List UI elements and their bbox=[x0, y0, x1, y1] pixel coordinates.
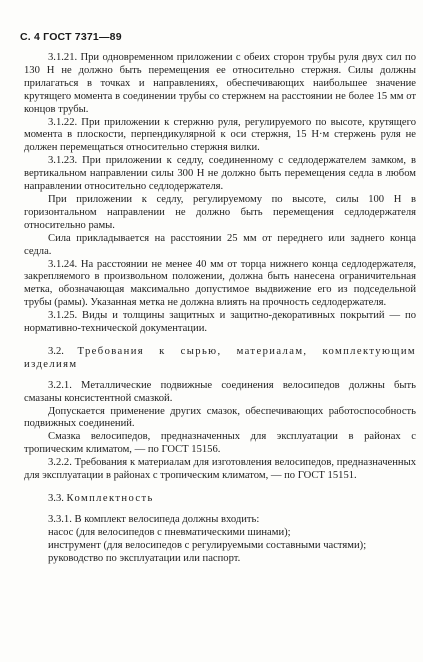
section-3-2-title: Требования к сырью, материалам, комплектующим изделиям bbox=[24, 345, 416, 370]
clause-seat-adjustable: При приложении к седлу, регулируемому по высоте, силы 100 Н в горизонтальном направлении не должно быть перемещения седлодержателя относительно рамы. bbox=[24, 193, 416, 231]
page-header: С. 4 ГОСТ 7371—89 bbox=[20, 31, 122, 43]
clause-3-3-1: 3.3.1. В комплект велосипеда должны входить: bbox=[48, 513, 260, 525]
section-3-2-number: 3.2. bbox=[48, 345, 64, 357]
clause-3-2-2: 3.2.2. Требования к материалам для изготовления велосипедов, предназначенных для эксплуатации в районах с тропическим климатом, — по ГОСТ 15151. bbox=[24, 457, 416, 482]
clause-3-1-24: 3.1.24. На расстоянии не менее 40 мм от торца нижнего конца седлодержателя, закрепляемого в произвольном положении, должна быть нанесена ограничительная метка, обозначающая максимально допустимое выдвижение его из подседельной трубы (рамы). Указанная метка не должна влиять на прочность седлодержателя. bbox=[24, 258, 416, 309]
list-item-pump: насос (для велосипедов с пневматическими шинами); bbox=[48, 526, 291, 538]
clause-3-1-22: 3.1.22. При приложении к стержню руля, регулируемого по высоте, крутящего момента в плоскости, перпендикулярной к оси стержня, 15 Н·м стержень руля не должен перемещаться относительно стержня вилки. bbox=[24, 116, 416, 154]
section-3-2-heading bbox=[24, 346, 416, 372]
document-body bbox=[24, 52, 416, 566]
clause-other-lubricants: Допускается применение других смазок, обеспечивающих работоспособность подвижных соединений. bbox=[24, 405, 416, 430]
clause-3-1-23: 3.1.23. При приложении к седлу, соединенному с седлодержателем замком, в вертикальном направлении силы 300 Н не должно быть перемещения седла в любом направлении относительно седлодержателя. bbox=[24, 155, 416, 193]
section-3-3-title: Комплектность bbox=[66, 493, 154, 504]
clause-3-1-21: 3.1.21. При одновременном приложении с обеих сторон трубы руля двух сил по 130 Н не должно быть перемещения ее относительно стержня. Силы должны прилагаться в точках и направлениях, обеспечивающих наибольшее значение крутящего момента в соединении трубы со стержнем на расстоянии не более 15 мм от концов трубы. bbox=[24, 52, 416, 115]
clause-3-2-1: 3.2.1. Металлические подвижные соединения велосипедов должны быть смазаны консистентной смазкой. bbox=[24, 379, 416, 404]
clause-tropical-lubricant: Смазка велосипедов, предназначенных для эксплуатации в районах с тропическим климатом, — по ГОСТ 15156. bbox=[24, 431, 416, 456]
section-3-3-number: 3.3. bbox=[48, 493, 64, 504]
clause-force-position: Сила прикладывается на расстоянии 25 мм от переднего или заднего конца седла. bbox=[24, 232, 416, 257]
list-item-tool: инструмент (для велосипедов с регулируемыми составными частями); bbox=[48, 539, 367, 551]
section-3-3-heading bbox=[24, 493, 416, 506]
list-item-manual: руководство по эксплуатации или паспорт. bbox=[48, 552, 241, 564]
clause-3-1-25: 3.1.25. Виды и толщины защитных и защитно-декоративных покрытий — по нормативно-технической документации. bbox=[24, 310, 416, 335]
